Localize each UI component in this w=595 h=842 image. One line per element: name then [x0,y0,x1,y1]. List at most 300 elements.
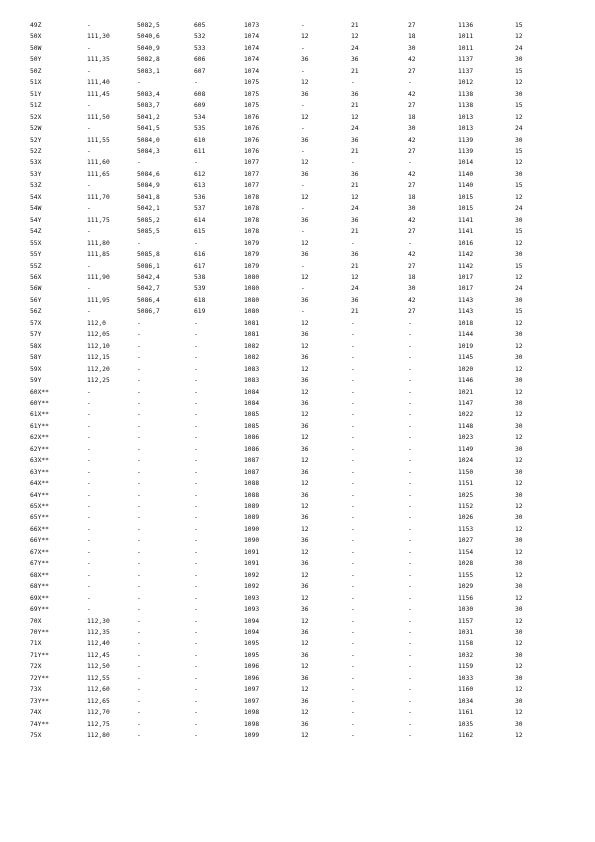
table-cell: 1155 [458,571,474,579]
table-cell: 27 [408,22,416,29]
table-cell: 5040,6 [137,33,160,41]
table-cell: - [194,79,198,87]
table-cell: 42 [408,136,416,144]
table-row [30,570,545,581]
table-cell: - [194,319,198,327]
table-cell: 24 [515,125,523,133]
table-cell: 112,35 [87,629,110,637]
table-cell: 532 [194,33,206,41]
table-cell: 1035 [458,720,474,728]
table-cell: - [87,503,91,511]
table-cell: 12 [301,480,309,488]
table-cell: - [351,571,355,579]
table-cell: - [87,571,91,579]
table-cell: - [137,457,141,465]
table-cell: 1145 [458,354,474,362]
table-cell: 1074 [244,56,260,64]
table-cell: 71Y** [30,651,49,659]
table-row [30,20,545,31]
table-cell: 1033 [458,674,474,682]
table-row [30,719,545,730]
table-cell: 12 [301,113,309,121]
table-cell: - [408,514,412,522]
table-cell: 63X** [30,457,49,465]
table-cell: 36 [301,468,309,476]
table-cell: 1078 [244,205,260,213]
table-cell: 1013 [458,125,474,133]
table-cell: 65Y** [30,514,49,522]
table-cell: - [408,697,412,705]
table-cell: - [351,651,355,659]
table-cell: 617 [194,262,206,270]
table-cell: 58Y [30,354,42,362]
table-cell: 12 [515,193,523,201]
table-cell: 51X [30,79,42,87]
table-cell: 12 [301,571,309,579]
table-cell: 111,55 [87,136,110,144]
table-row [30,180,545,191]
table-cell: 15 [515,228,523,236]
table-row [30,318,545,329]
table-cell: 1157 [458,617,474,625]
table-cell: 36 [301,445,309,453]
table-cell: - [408,354,412,362]
table-cell: - [351,331,355,339]
table-cell: 64Y** [30,491,49,499]
table-cell: 55Y [30,251,42,259]
table-cell: - [351,388,355,396]
table-row [30,684,545,695]
table-cell: - [408,571,412,579]
table-cell: - [408,709,412,717]
table-cell: - [351,445,355,453]
table-cell: 27 [408,182,416,190]
table-row [30,535,545,546]
table-cell: - [351,434,355,442]
table-cell: 30 [408,125,416,133]
table-row [30,364,545,375]
table-cell: 74Y** [30,720,49,728]
table-cell: - [137,159,141,167]
table-cell: 111,50 [87,113,110,121]
table-cell: 12 [301,159,309,167]
table-cell: 70Y** [30,629,49,637]
table-row [30,444,545,455]
table-cell: - [351,594,355,602]
channel-table [30,20,545,742]
table-cell: - [301,125,305,133]
table-cell: - [194,239,198,247]
table-cell: - [351,159,355,167]
table-row [30,295,545,306]
table-row [30,203,545,214]
table-cell: 1078 [244,216,260,224]
table-cell: - [351,663,355,671]
table-cell: 12 [301,239,309,247]
table-cell: - [87,525,91,533]
table-cell: - [351,548,355,556]
table-cell: 112,30 [87,617,110,625]
table-cell: 1143 [458,308,474,316]
table-cell: 12 [301,548,309,556]
table-cell: - [194,709,198,717]
table-cell: 1026 [458,514,474,522]
table-cell: 1154 [458,548,474,556]
table-cell: - [408,503,412,511]
table-cell: 24 [515,205,523,213]
table-cell: 1015 [458,193,474,201]
table-cell: 1151 [458,480,474,488]
table-cell: 1161 [458,709,474,717]
table-cell: 1096 [244,674,260,682]
table-cell: 67Y** [30,560,49,568]
table-cell: - [351,319,355,327]
table-cell: 1083 [244,377,260,385]
table-cell: - [408,342,412,350]
table-cell: 36 [301,537,309,545]
table-cell: - [301,182,305,190]
table-cell: 112,70 [87,709,110,717]
table-cell: 12 [301,434,309,442]
table-cell: - [408,606,412,614]
table-cell: 36 [351,296,359,304]
table-cell: - [194,548,198,556]
table-cell: 54W [30,205,42,213]
table-cell: 15 [515,147,523,155]
table-cell: 1080 [244,285,260,293]
table-cell: 21 [351,308,359,316]
table-cell: 112,10 [87,342,110,350]
table-cell: - [408,548,412,556]
table-cell: 24 [351,205,359,213]
table-cell: - [137,525,141,533]
table-cell: - [301,262,305,270]
table-cell: 1080 [244,273,260,281]
table-cell: 21 [351,102,359,110]
table-cell: - [351,629,355,637]
table-cell: 21 [351,228,359,236]
table-cell: 111,80 [87,239,110,247]
table-cell: 54Z [30,228,42,236]
table-cell: - [351,342,355,350]
table-cell: 55X [30,239,42,247]
table-cell: - [351,617,355,625]
table-cell: - [137,560,141,568]
table-cell: - [87,468,91,476]
table-cell: 36 [351,216,359,224]
table-cell: 1148 [458,422,474,430]
table-cell: 69Y** [30,606,49,614]
table-cell: - [137,491,141,499]
table-cell: 36 [351,56,359,64]
table-row [30,135,545,146]
table-cell: - [137,720,141,728]
table-cell: 15 [515,22,523,29]
table-row [30,375,545,386]
table-cell: - [301,228,305,236]
table-row [30,661,545,672]
table-cell: 52W [30,125,42,133]
table-cell: 12 [515,709,523,717]
table-cell: - [137,686,141,694]
table-cell: 30 [515,251,523,259]
table-cell: 611 [194,147,206,155]
table-cell: 5084,0 [137,136,160,144]
table-cell: 12 [515,525,523,533]
table-cell: 36 [301,583,309,591]
table-cell: - [137,503,141,511]
table-cell: 12 [301,411,309,419]
table-cell: - [87,388,91,396]
table-cell: 1020 [458,365,474,373]
table-cell: 21 [351,22,359,29]
table-cell: 12 [515,640,523,648]
table-cell: 1137 [458,67,474,75]
table-cell: - [351,514,355,522]
table-cell: - [137,377,141,385]
table-cell: - [137,548,141,556]
table-cell: 5083,4 [137,90,160,98]
table-cell: 1077 [244,159,260,167]
table-cell: 12 [301,640,309,648]
table-row [30,547,545,558]
table-row [30,409,545,420]
table-cell: 1077 [244,170,260,178]
table-cell: 36 [301,720,309,728]
table-cell: - [408,159,412,167]
table-cell: 36 [301,674,309,682]
table-cell: 1015 [458,205,474,213]
table-cell: - [194,411,198,419]
table-cell: 111,75 [87,216,110,224]
table-cell: 51Y [30,90,42,98]
table-cell: 36 [301,560,309,568]
table-cell: - [194,720,198,728]
table-cell: 613 [194,182,206,190]
table-cell: 605 [194,22,206,29]
table-cell: 24 [515,285,523,293]
table-cell: 1014 [458,159,474,167]
table-cell: 30 [515,560,523,568]
table-cell: - [351,674,355,682]
table-cell: 12 [301,709,309,717]
table-cell: - [137,388,141,396]
table-cell: - [194,674,198,682]
table-cell: - [137,239,141,247]
table-cell: - [351,606,355,614]
table-cell: 1158 [458,640,474,648]
table-cell: - [87,606,91,614]
table-cell: 53X [30,159,42,167]
table-cell: - [351,697,355,705]
table-cell: 24 [515,44,523,52]
table-row [30,226,545,237]
table-cell: 1095 [244,651,260,659]
table-cell: - [194,629,198,637]
table-cell: 111,35 [87,56,110,64]
table-cell: 538 [194,273,206,281]
table-row [30,123,545,134]
table-cell: - [351,377,355,385]
table-cell: 1147 [458,399,474,407]
table-cell: - [194,571,198,579]
table-cell: 42 [408,56,416,64]
table-cell: - [408,594,412,602]
table-cell: 30 [408,205,416,213]
table-cell: 112,65 [87,697,110,705]
table-cell: 36 [301,90,309,98]
table-cell: 1073 [244,22,260,29]
table-cell: - [137,411,141,419]
table-row [30,730,545,741]
table-cell: 18 [408,273,416,281]
table-cell: 1079 [244,262,260,270]
table-cell: 1018 [458,319,474,327]
table-cell: 27 [408,228,416,236]
table-cell: 67X** [30,548,49,556]
table-row [30,707,545,718]
table-row [30,306,545,317]
table-cell: - [87,583,91,591]
table-cell: 1143 [458,296,474,304]
table-cell: 36 [351,136,359,144]
table-cell: - [408,560,412,568]
table-cell: - [408,411,412,419]
table-cell: 30 [515,216,523,224]
table-cell: 68Y** [30,583,49,591]
table-cell: 12 [515,365,523,373]
table-cell: 1084 [244,388,260,396]
table-cell: 111,95 [87,296,110,304]
table-cell: 1086 [244,434,260,442]
table-cell: - [408,434,412,442]
table-cell: - [137,583,141,591]
table-cell: 1141 [458,216,474,224]
table-cell: 12 [301,617,309,625]
table-cell: 111,70 [87,193,110,201]
table-cell: 49Z [30,22,42,29]
table-cell: 5041,8 [137,193,160,201]
table-cell: - [87,67,91,75]
table-cell: 24 [351,125,359,133]
table-cell: 30 [515,399,523,407]
table-cell: 74X [30,709,42,717]
table-cell: 12 [515,503,523,511]
table-row [30,112,545,123]
table-cell: - [87,411,91,419]
table-row [30,261,545,272]
table-cell: - [87,594,91,602]
table-row [30,673,545,684]
table-cell: 1096 [244,663,260,671]
table-cell: 21 [351,67,359,75]
table-cell: - [408,377,412,385]
table-cell: 1142 [458,262,474,270]
table-cell: 73X [30,686,42,694]
table-cell: - [351,732,355,740]
table-cell: 1087 [244,457,260,465]
table-cell: 1080 [244,308,260,316]
table-cell: 24 [351,44,359,52]
table-cell: 71X [30,640,42,648]
table-cell: 1027 [458,537,474,545]
table-cell: - [408,365,412,373]
table-cell: - [137,514,141,522]
table-cell: - [408,468,412,476]
table-cell: 112,40 [87,640,110,648]
table-cell: 1094 [244,617,260,625]
table-cell: 42 [408,170,416,178]
table-cell: 1139 [458,136,474,144]
table-cell: 53Y [30,170,42,178]
table-cell: 112,80 [87,732,110,740]
table-cell: - [301,102,305,110]
table-cell: - [301,147,305,155]
table-cell: 1137 [458,56,474,64]
table-cell: - [137,399,141,407]
table-cell: 1075 [244,102,260,110]
table-cell: 30 [515,606,523,614]
table-row [30,54,545,65]
table-cell: - [301,22,305,29]
table-cell: - [87,147,91,155]
table-cell: 21 [351,147,359,155]
table-cell: 1078 [244,228,260,236]
table-cell: 30 [515,720,523,728]
table-cell: 1029 [458,583,474,591]
table-cell: 112,05 [87,331,110,339]
table-cell: 30 [408,285,416,293]
table-cell: 12 [515,571,523,579]
table-row [30,432,545,443]
table-cell: 1081 [244,319,260,327]
table-cell: - [137,331,141,339]
table-cell: - [194,514,198,522]
table-cell: 609 [194,102,206,110]
table-cell: 21 [351,182,359,190]
table-row [30,593,545,604]
table-cell: - [137,365,141,373]
table-row [30,478,545,489]
table-cell: 1138 [458,90,474,98]
table-cell: - [87,445,91,453]
table-cell: - [194,445,198,453]
table-cell: 36 [301,136,309,144]
table-row [30,329,545,340]
table-cell: 1076 [244,125,260,133]
table-cell: - [408,720,412,728]
table-cell: 616 [194,251,206,259]
table-row [30,524,545,535]
table-cell: 60Y** [30,399,49,407]
table-row [30,31,545,42]
table-cell: 36 [301,629,309,637]
table-cell: 30 [515,331,523,339]
table-cell: 12 [301,663,309,671]
table-cell: 36 [301,377,309,385]
table-cell: 12 [515,113,523,121]
table-cell: 30 [408,44,416,52]
table-cell: 21 [351,262,359,270]
table-cell: 1149 [458,445,474,453]
table-cell: - [137,434,141,442]
table-cell: 30 [515,514,523,522]
table-cell: - [408,583,412,591]
table-cell: 1088 [244,480,260,488]
table-cell: 53Z [30,182,42,190]
table-cell: 24 [351,285,359,293]
table-cell: 1013 [458,113,474,121]
